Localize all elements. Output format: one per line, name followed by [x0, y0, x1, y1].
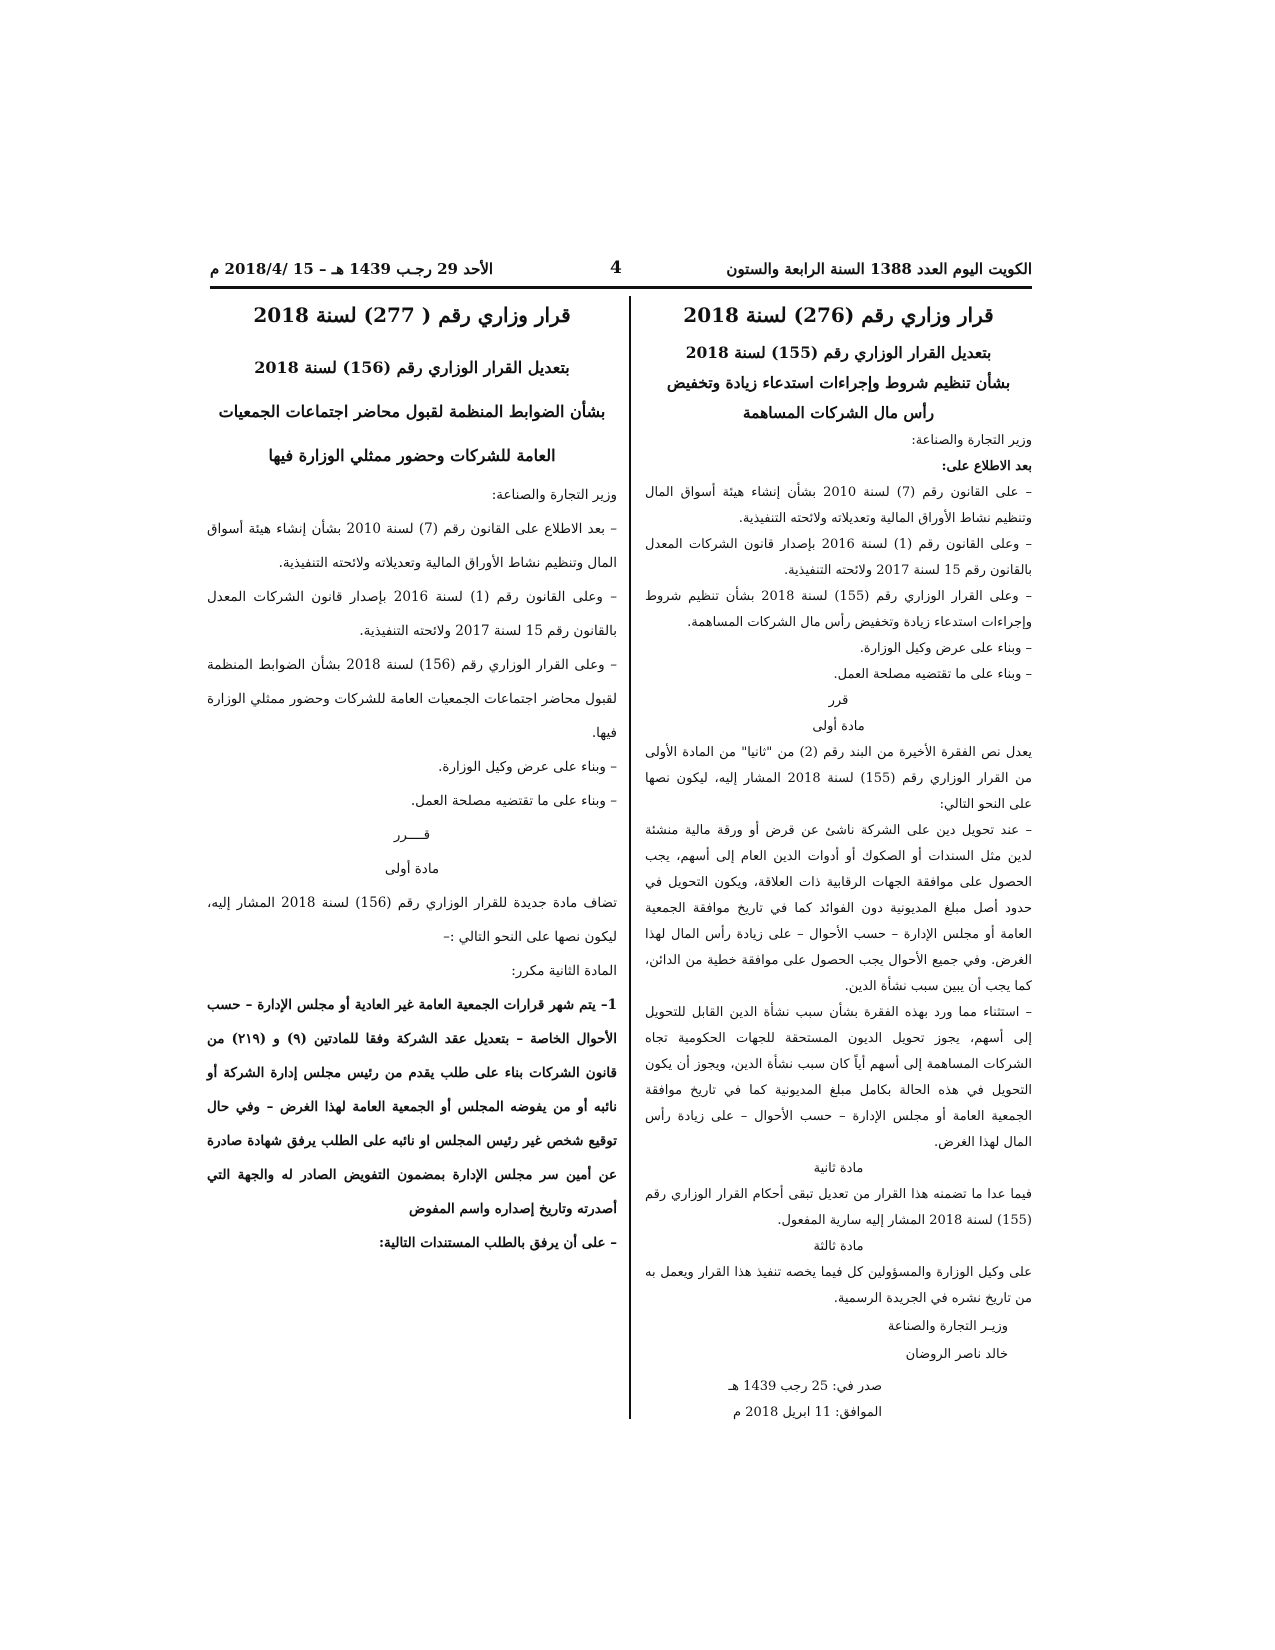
column-divider [629, 296, 631, 1419]
decree-276 [645, 300, 1032, 1426]
preamble-line: – على القانون رقم (7) لسنة 2010 بشأن إنشاء هيئة أسواق المال وتنظيم نشاط الأوراق المالية وتعديلاته ولائحته التنفيذية. [645, 485, 1032, 526]
signature-name: خالد ناصر الروضان [905, 1347, 1008, 1362]
decreed-word: قرر [828, 693, 849, 708]
preamble-line: – بعد الاطلاع على القانون رقم (7) لسنة 2010 بشأن إنشاء هيئة أسواق المال وتنظيم نشاط الأوراق المالية وتعديلاته ولائحته التنفيذية. [207, 521, 617, 571]
header-issue: الكويت اليوم العدد 1388 السنة الرابعة والستون [726, 260, 1032, 278]
article-item: – على أن يرفق بالطلب المستندات التالية: [379, 1235, 617, 1251]
decree-277-title: قرار وزاري رقم ( 277) لسنة 2018 [253, 303, 571, 327]
article-text: فيما عدا ما تضمنه هذا القرار من تعديل تبقى أحكام القرار الوزاري رقم (155) لسنة 2018 المشار إليه سارية المفعول. [645, 1187, 1032, 1228]
article-item: 1– يتم شهر قرارات الجمعية العامة غير العادية أو مجلس الإدارة – حسب الأحوال الخاصة – بتعديل عقد الشركة وفقا للمادتين (٩) و (٢١٩) من قانون الشركات بناء على طلب يقدم من رئيس مجلس إدارة الشركة أو نائبه أو من يفوضه المجلس أو الجمعية العامة لهذا الغرض – وفي حال توقيع شخص غير رئيس المجلس او نائبه على الطلب يرفق شهادة صادرة عن أمين سر مجلس الإدارة بمضمون التفويض الصادر له والجهة التي أصدرته وتاريخ إصداره واسم المفوض [207, 997, 617, 1217]
header-date: الأحد 29 رجـب 1439 هـ – 15 /2018/4 م [210, 260, 494, 278]
article-text: على وكيل الوزارة والمسؤولين كل فيما يخصه تنفيذ هذا القرار ويعمل به من تاريخ نشره في الجريدة الرسمية. [645, 1265, 1032, 1306]
article-heading: مادة أولى [812, 719, 865, 734]
preamble-line: – وعلى القرار الوزاري رقم (155) لسنة 2018 بشأن تنظيم شروط وإجراءات استدعاء زيادة وتخفيض رأس مال الشركات المساهمة. [645, 589, 1032, 630]
article-heading: مادة ثانية [813, 1161, 864, 1176]
decree-277-subtitle: بتعديل القرار الوزاري رقم (156) لسنة 2018 [254, 358, 570, 377]
signature-title: وزيـر التجارة والصناعة [887, 1319, 1008, 1334]
article-text: – عند تحويل دين على الشركة ناشئ عن قرض أو ورقة مالية منشئة لدين مثل السندات أو الصكوك أو أدوات الدين العام إلى أسهم، يجب الحصول على موافقة الجهات الرقابية ذات العلاقة، ويكون التحويل في حدود أصل مبلغ المديونية دون الفوائد كما في تاريخ موافقة الجمعية العامة أو مجلس الإدارة – حسب الأحوال – على زيادة رأس المال لهذا الغرض. وفي جميع الأحوال يجب الحصول على موافقة خطية من الدائن، كما يجب أن يبين سبب نشأة الدين. [645, 823, 1032, 994]
decree-276-subtitle: بشأن تنظيم شروط وإجراءات استدعاء زيادة وتخفيض [666, 373, 1011, 392]
preamble-line: وزير التجارة والصناعة: [911, 433, 1032, 448]
preamble-line: – وبناء على ما تقتضيه مصلحة العمل. [410, 793, 617, 809]
preamble-line: – وعلى القانون رقم (1) لسنة 2016 بإصدار قانون الشركات المعدل بالقانون رقم 15 لسنة 2017 ولائحته التنفيذية. [207, 589, 617, 639]
issue-date: صدر في: 25 رجب 1439 هـ [728, 1379, 882, 1394]
preamble-line: – وبناء على عرض وكيل الوزارة. [859, 641, 1032, 656]
decree-277 [207, 300, 617, 1260]
article-text: – استثناء مما ورد بهذه الفقرة بشأن سبب نشأة الدين القابل للتحويل إلى أسهم، يجوز تحويل الديون المستحقة للجهات الحكومية تجاه الشركات المساهمة إلى أسهم أياً كان سبب نشأة الدين، ويجوز أن يكون التحويل في هذه الحالة بكامل مبلغ المديونية كما في تاريخ موافقة الجمعية العامة أو مجلس الإدارة – حسب الأحوال – على زيادة رأس المال لهذا الغرض. [645, 1005, 1032, 1150]
article-text: يعدل نص الفقرة الأخيرة من البند رقم (2) من "ثانيا" من المادة الأولى من القرار الوزاري رقم (155) لسنة 2018 المشار إليه، ليكون نصها على النحو التالي: [645, 745, 1032, 812]
article-text: تضاف مادة جديدة للقرار الوزاري رقم (156) لسنة 2018 المشار إليه، ليكون نصها على النحو التالي :– [207, 895, 617, 945]
preamble-line: – وبناء على عرض وكيل الوزارة. [438, 759, 617, 775]
preamble-line: وزير التجارة والصناعة: [491, 487, 617, 503]
decreed-word: قــــرر [393, 827, 431, 843]
running-header [210, 256, 1032, 289]
preamble-line: بعد الاطلاع على: [941, 459, 1032, 474]
corresponding-date: الموافق: 11 ابريل 2018 م [733, 1405, 882, 1420]
article-heading: مادة أولى [384, 861, 440, 877]
decree-277-subtitle: العامة للشركات وحضور ممثلي الوزارة فيها [268, 446, 556, 465]
article-bis-heading: المادة الثانية مكرر: [511, 963, 617, 979]
decree-276-subtitle: رأس مال الشركات المساهمة [742, 403, 935, 422]
article-heading: مادة ثالثة [813, 1239, 864, 1254]
preamble-line: – وعلى القانون رقم (1) لسنة 2016 بإصدار قانون الشركات المعدل بالقانون رقم 15 لسنة 2017 ولائحته التنفيذية. [645, 537, 1032, 578]
decree-277-subtitle: بشأن الضوابط المنظمة لقبول محاضر اجتماعات الجمعيات [218, 402, 606, 421]
preamble-line: – وبناء على ما تقتضيه مصلحة العمل. [833, 667, 1032, 682]
decree-276-title: قرار وزاري رقم (276) لسنة 2018 [683, 303, 994, 327]
page-number: 4 [610, 258, 622, 278]
preamble-line: – وعلى القرار الوزاري رقم (156) لسنة 2018 بشأن الضوابط المنظمة لقبول محاضر اجتماعات الجمعيات العامة للشركات وحضور ممثلي الوزارة فيها. [207, 657, 617, 741]
decree-276-subtitle: بتعديل القرار الوزاري رقم (155) لسنة 2018 [685, 343, 992, 362]
